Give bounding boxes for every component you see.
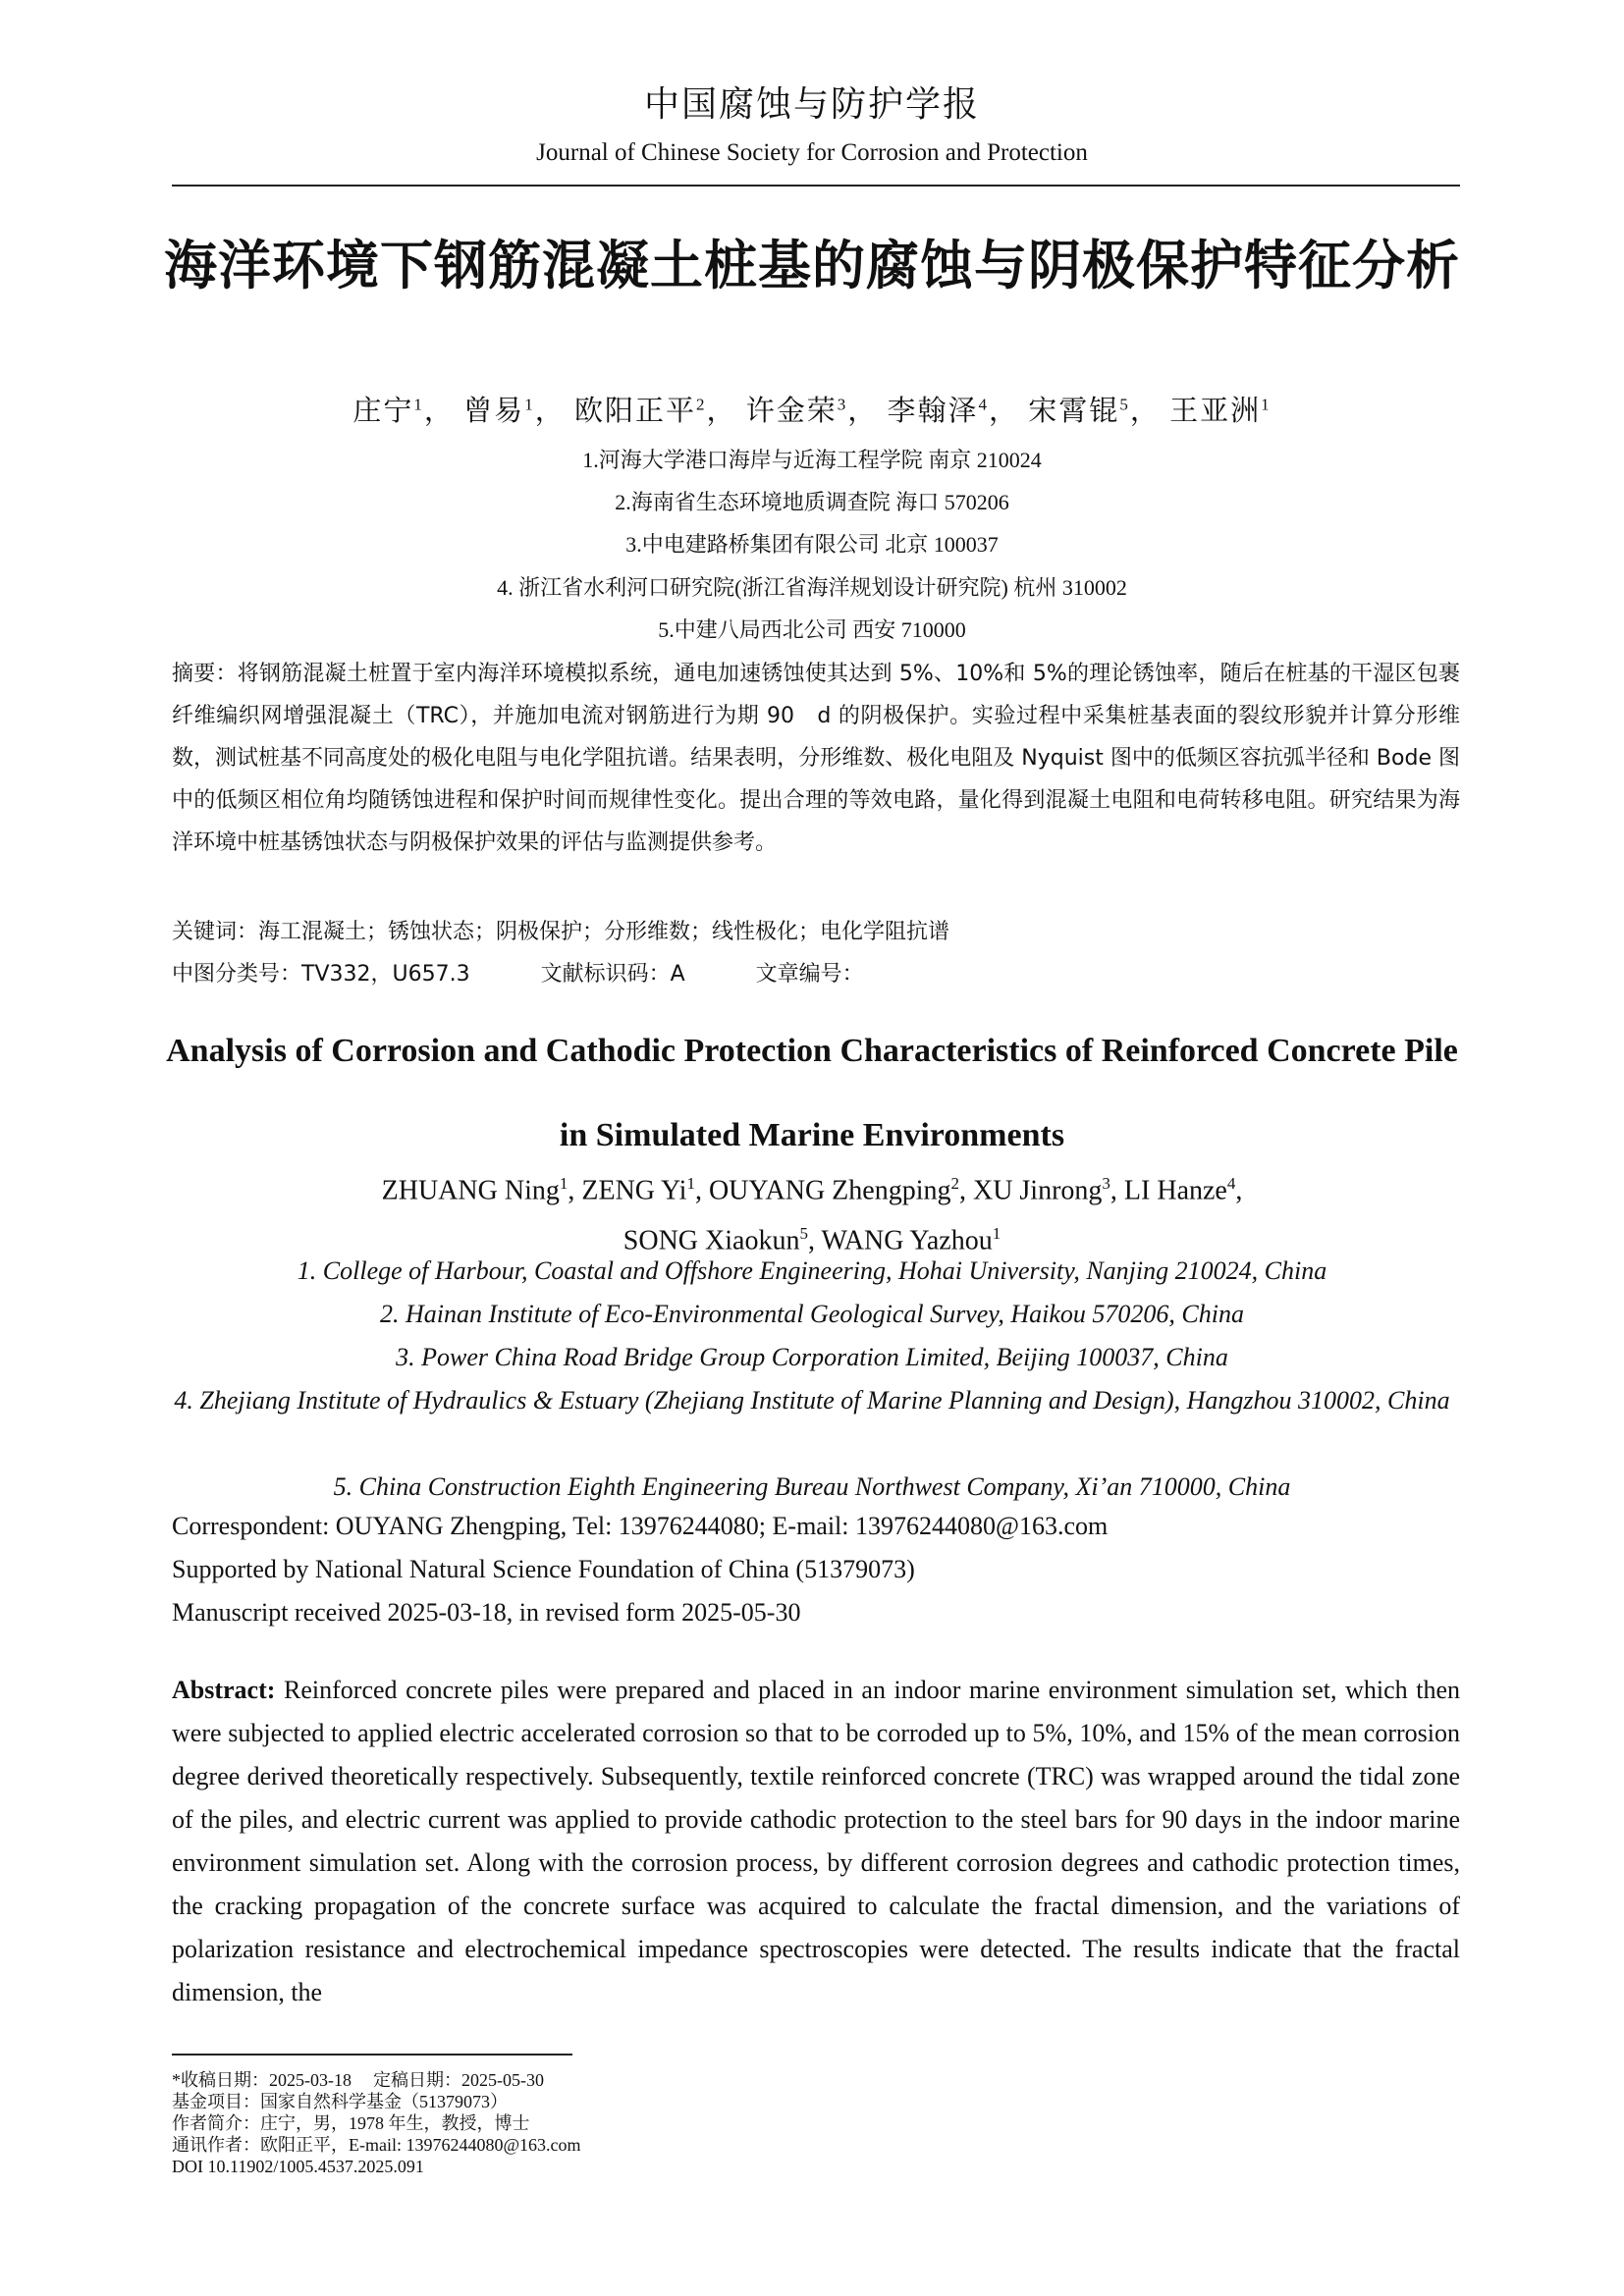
paper-title-cn: 海洋环境下钢筋混凝土桩基的腐蚀与阴极保护特征分析 (164, 235, 1460, 296)
author-sup: 5 (799, 1224, 808, 1244)
author-sup: 2 (950, 1174, 959, 1193)
authors-cn: 庄宁$^1$， 曾易$^1$， 欧阳正平$^2$， 许金荣$^3$， 李翰泽$^4$， 宋霄锟$^5$， 王亚洲$^1$ (352, 395, 1272, 427)
manuscript-dates: Manuscript received 2025-03-18, in revised form 2025-05-30 (172, 1598, 801, 1627)
header-divider (172, 185, 1460, 187)
footnote-revised: 定稿日期：2025-05-30 (373, 2070, 544, 2090)
affiliation-en: 5. China Construction Eighth Engineering Bureau Northwest Company, Xi’an 710000, China (333, 1472, 1291, 1501)
classification-line (172, 957, 1460, 988)
affiliation-en: 3. Power China Road Bridge Group Corporation Limited, Beijing 100037, China (396, 1343, 1228, 1371)
footnote-dates (172, 2069, 1154, 2091)
author-cn: 许金荣 (745, 396, 838, 427)
author-en: ZENG Yi (581, 1175, 687, 1206)
author-cn: 庄宁 (352, 396, 414, 427)
author-cn: 欧阳正平 (573, 396, 696, 427)
affiliation-en: 4. Zhejiang Institute of Hydraulics & Estuary (Zhejiang Institute of Marine Planning and Design), Hangzhou 310002, China (174, 1386, 1450, 1415)
keywords-cn: 关键词：海工混凝土；锈蚀状态；阴极保护；分形维数；线性极化；电化学阻抗谱 (172, 920, 950, 944)
affiliation-cn: 4. 浙江省水利河口研究院(浙江省海洋规划设计研究院) 杭州 310002 (497, 575, 1127, 600)
author-sup: 1 (524, 395, 535, 414)
footnote-fund: 基金项目：国家自然科学基金（51379073） (172, 2092, 508, 2111)
author-en: SONG Xiaokun (623, 1225, 800, 1256)
author-cn: 王亚洲 (1169, 396, 1262, 427)
author-en: OUYANG Zhengping (708, 1175, 951, 1206)
author-sup: 2 (695, 395, 707, 414)
author-en: WANG Yazhou (821, 1225, 993, 1256)
paper-title-en: Analysis of Corrosion and Cathodic Protection Characteristics of Reinforced Concrete Pile in Simulated Marine Environments (166, 1033, 1458, 1153)
footnotes (172, 2069, 1154, 2177)
abstract-text: Reinforced concrete piles were prepared and placed in an indoor marine environment simulation set, which then were subjected to applied electric accelerated corrosion so that to be corroded up to 5%, 10%, and 15% of the mean corrosion degree derived theoretically respectively. Subsequently, textile reinforced concrete (TRC) was wrapped around the tidal zone of the piles, and electric current was applied to provide cathodic protection to the steel bars for 90 days in the indoor marine environment simulation set. Along with the corrosion process, by different corrosion degrees and cathodic protection times, the cracking propagation of the concrete surface was acquired to calculate the fractal dimension, and the variations of polarization resistance and electrochemical impedance spectroscopies were detected. The results indicate that the fractal dimension, the (172, 1676, 1461, 2006)
abstract-cn: 摘要：将钢筋混凝土桩置于室内海洋环境模拟系统，通电加速锈蚀使其达到 5%、10%和 5%的理论锈蚀率，随后在桩基的干湿区包裹纤维编织网增强混凝土（TRC），并施加电流对钢筋进行为期 90 d 的阴极保护。实验过程中采集桩基表面的裂纹形貌并计算分形维数，测试桩基不同高度处的极化电阻与电化学阻抗谱。结果表明，分形维数、极化电阻及 Nyquist 图中的低频区容抗弧半径和 Bode 图中的低频区相位角均随锈蚀进程和保护时间而规律性变化。提出合理的等效电路，量化得到混凝土电阻和电荷转移电阻。研究结果为海洋环境中桩基锈蚀状态与阴极保护效果的评估与监测提供参考。 (172, 662, 1460, 855)
author-sup: 3 (1102, 1174, 1110, 1193)
article-number: 文章编号： (755, 962, 864, 987)
author-cn: 李翰泽 (887, 396, 979, 427)
affiliation-cn: 2.海南省生态环境地质调查院 海口 570206 (615, 490, 1009, 514)
author-cn: 曾易 (463, 396, 525, 427)
journal-name-en: Journal of Chinese Society for Corrosion and Protection (536, 139, 1088, 166)
affiliation-cn: 1.河海大学港口海岸与近海工程学院 南京 210024 (582, 448, 1042, 472)
author-sup: 3 (837, 395, 848, 414)
author-sup: 5 (1119, 395, 1130, 414)
correspondent-line: Correspondent: OUYANG Zhengping, Tel: 13976244080; E-mail: 13976244080@163.com (172, 1512, 1109, 1540)
affiliation-en: 2. Hainan Institute of Eco-Environmental Geological Survey, Haikou 570206, China (379, 1300, 1244, 1328)
footnote-corresponding: 通讯作者：欧阳正平，E-mail: 13976244080@163.com (172, 2135, 581, 2155)
author-sup: 1 (559, 1174, 568, 1193)
author-sup: 1 (686, 1174, 695, 1193)
affiliation-cn: 5.中建八局西北公司 西安 710000 (658, 617, 966, 642)
footnote-received: *收稿日期：2025-03-18 (172, 2070, 352, 2090)
affiliation-cn: 3.中电建路桥集团有限公司 北京 100037 (625, 532, 999, 557)
author-cn: 宋霄锟 (1028, 396, 1120, 427)
footnote-bio: 作者简介：庄宁，男，1978 年生，教授，博士 (172, 2113, 530, 2133)
abstract-en (172, 1669, 1460, 2014)
author-sup: 1 (1261, 395, 1272, 414)
journal-name-cn: 中国腐蚀与防护学报 (643, 84, 980, 124)
footnote-divider (172, 2054, 572, 2056)
authors-en (0, 1162, 1624, 1263)
authors-en-line: SONG Xiaokun$^5$, WANG Yazhou$^1$ (623, 1224, 1001, 1256)
footnote-doi: DOI 10.11902/1005.4537.2025.091 (172, 2157, 424, 2176)
document-code: 文献标识码：A (540, 962, 685, 987)
author-sup: 4 (978, 395, 990, 414)
author-en: ZHUANG Ning (381, 1175, 560, 1206)
author-en: XU Jinrong (972, 1175, 1103, 1206)
author-en: LI Hanze (1123, 1175, 1227, 1206)
abstract-label: Abstract: (172, 1676, 276, 1704)
author-sup: 1 (413, 395, 424, 414)
author-sup: 1 (992, 1224, 1001, 1244)
authors-en-line: ZHUANG Ning$^1$, ZENG Yi$^1$, OUYANG Zhengping$^2$, XU Jinrong$^3$, LI Hanze$^4$, (381, 1174, 1243, 1206)
funding-line: Supported by National Natural Science Foundation of China (51379073) (172, 1555, 915, 1583)
clc-number: 中图分类号：TV332，U657.3 (172, 962, 470, 987)
affiliation-en: 1. College of Harbour, Coastal and Offshore Engineering, Hohai University, Nanjing 210024, China (297, 1256, 1327, 1285)
author-sup: 4 (1226, 1174, 1236, 1193)
